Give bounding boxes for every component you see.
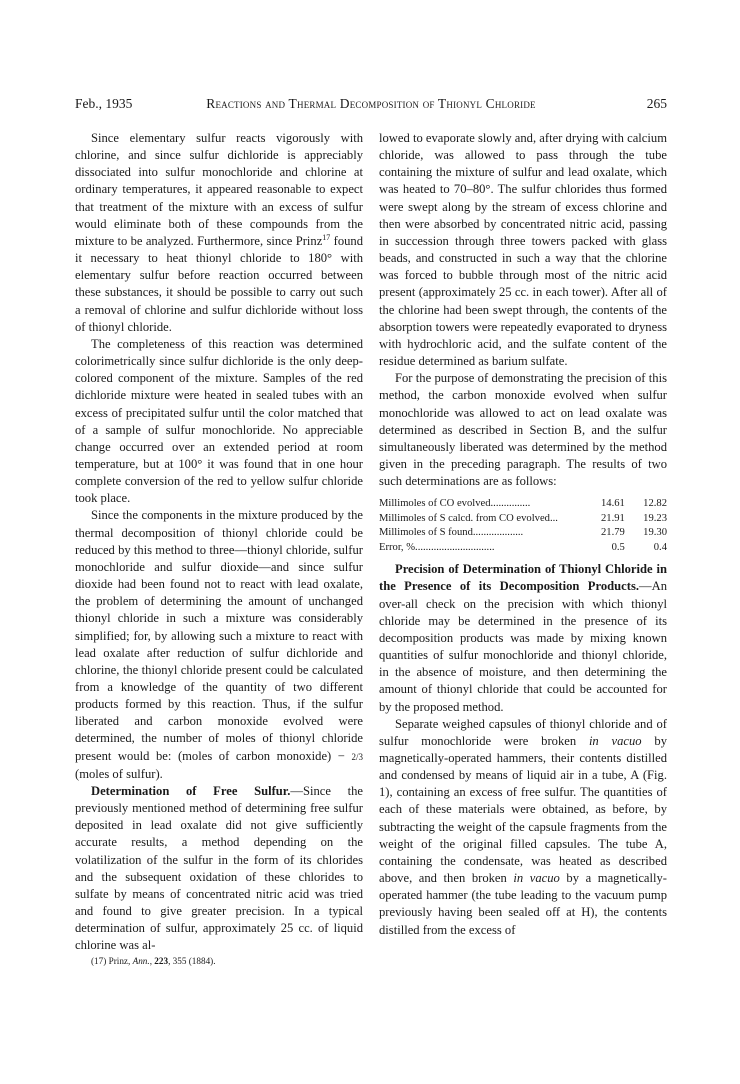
table-row: Millimoles of CO evolved............... 14.61 12.82 <box>379 498 667 510</box>
table-row: Millimoles of S calcd. from CO evolved... 21.91 19.23 <box>379 512 667 524</box>
page-number: 265 <box>646 96 667 111</box>
results-table <box>379 497 667 555</box>
footnote-ref: 17 <box>322 232 331 242</box>
running-title: Reactions and Thermal Decomposition of Thionyl Chloride <box>206 96 536 111</box>
table-row: Millimoles of S found................... 21.79 19.30 <box>379 527 667 539</box>
right-column <box>379 130 667 939</box>
paragraph: The completeness of this reaction was determined colorimetrically since sulfur dichloride is the only deep-colored component of the mixture. Samples of the red dichloride mixture were heated in sealed tubes with an excess of precipitated sulfur until the color matched that of a sample of sulfur monochloride. No appreciable change occurred over an extended period at room temperature, but at 100° it was found that in one hour complete conversion of the red to yellow sulfur chloride took place. <box>75 336 363 506</box>
paragraph: Since elementary sulfur reacts vigorously with chlorine, and since sulfur dichloride is appreciably dissociated into sulfur monochloride and chlorine at ordinary temperatures, it appeared reasonable to expect that treatment of the mixture with an excess of sulfur would eliminate both of these compounds from the mixture to be analyzed. Furthermore, since Prinz$^{17}$ found it necessary to heat thionyl chloride to 180° with elementary sulfur before reaction occurred between these substances, it should be possible to carry out such a removal of chlorine and sulfur dichloride without loss of thionyl chloride. <box>75 131 364 334</box>
issue-date: Feb., 1935 <box>75 96 133 111</box>
footnote: (17) Prinz, Ann., 223, 355 (1884). <box>91 955 216 966</box>
paragraph: Precision of Determination of Thionyl Chloride in the Presence of its Decomposition Products.—An over-all check on the precision with which thionyl chloride may be determined in the presence of its decomposition products was made by mixing known quantities of sulfur monochloride and thionyl chloride, in the absence of moisture, and then determining the amount of thionyl chloride that could be accounted for by the proposed method. <box>379 562 667 714</box>
section-heading: Determination of Free Sulfur. <box>91 783 291 798</box>
paragraph: For the purpose of demonstrating the precision of this method, the carbon monoxide evolved when sulfur monochloride was allowed to act on lead oxalate was determined as described in Section B, and the sulfur simultaneously liberated was determined by the method given in the preceding paragraph. The results of two such determinations are as follows: <box>379 371 667 489</box>
paragraph: Separate weighed capsules of thionyl chloride and of sulfur monochloride were broken in vacuo by magnetically-operated hammers, their contents distilled and condensed by means of liquid air in a tube, A (Fig. 1), containing an excess of free sulfur. The quantities of each of these materials were obtained, as before, by subtracting the weight of the capsule fragments from the weight of the original filled capsules. The tube A, containing the condensate, was heated as described above, and then broken in vacuo by a magnetically-operated hammer (the tube leading to the vacuum pump previously having been sealed off at H), the contents distilled from the excess of <box>379 716 668 937</box>
paragraph: Determination of Free Sulfur.—Since the previously mentioned method of determining free sulfur deposited in lead oxalate did not give sufficiently accurate results, a method depending on the volatilization of the sulfur in the form of its chlorides and the subsequent oxidation of these chlorides to sulfate by means of concentrated nitric acid was tried and found to give greater precision. In a typical determination of sulfur, approximately 25 cc. of liquid chlorine was al- <box>75 783 363 953</box>
table-row: Error, %.............................. 0.5 0.4 <box>379 541 667 553</box>
left-column <box>75 130 363 967</box>
section-heading: Precision of Determination of Thionyl Chloride in the Presence of its Decomposition Products. <box>379 562 667 594</box>
paragraph: Since the components in the mixture produced by the thermal decomposition of thionyl chloride could be reduced by this method to three—thionyl chloride, sulfur monochloride and sulfur dioxide—and since sulfur dioxide had been found not to react with lead oxalate, the problem of determining the amount of unchanged thionyl chloride in such a mixture was considerably simplified; for, by allowing such a mixture to react with lead oxalate after reduction of sulfur dichloride and chlorine, the thionyl chloride present could be calculated from a knowledge of the quantity of two different products formed by this reaction. Thus, if the sulfur liberated and carbon monoxide evolved were determined, the number of moles of thionyl chloride present would be: (moles of carbon monoxide) − 2/3 (moles of sulfur). <box>75 508 363 781</box>
running-header <box>75 96 667 116</box>
fraction: 2/3 <box>351 751 363 762</box>
paragraph: lowed to evaporate slowly and, after drying with calcium chloride, was allowed to pass through the tube containing the mixture of sulfur and lead oxalate, which was heated to 70–80°. The sulfur chlorides thus formed were swept along by the stream of excess chlorine and then were absorbed by concentrated nitric acid, passing in succession through three towers packed with glass beads, and constructed in such a way that the chlorine was forced to bubble through most of the nitric acid present (approximately 25 cc. in each tower). After all of the chlorine had been swept through, the contents of the absorption towers were repeatedly evaporated to dryness with hydrochloric acid, and the sulfate content of the residue determined as barium sulfate. <box>379 131 667 369</box>
